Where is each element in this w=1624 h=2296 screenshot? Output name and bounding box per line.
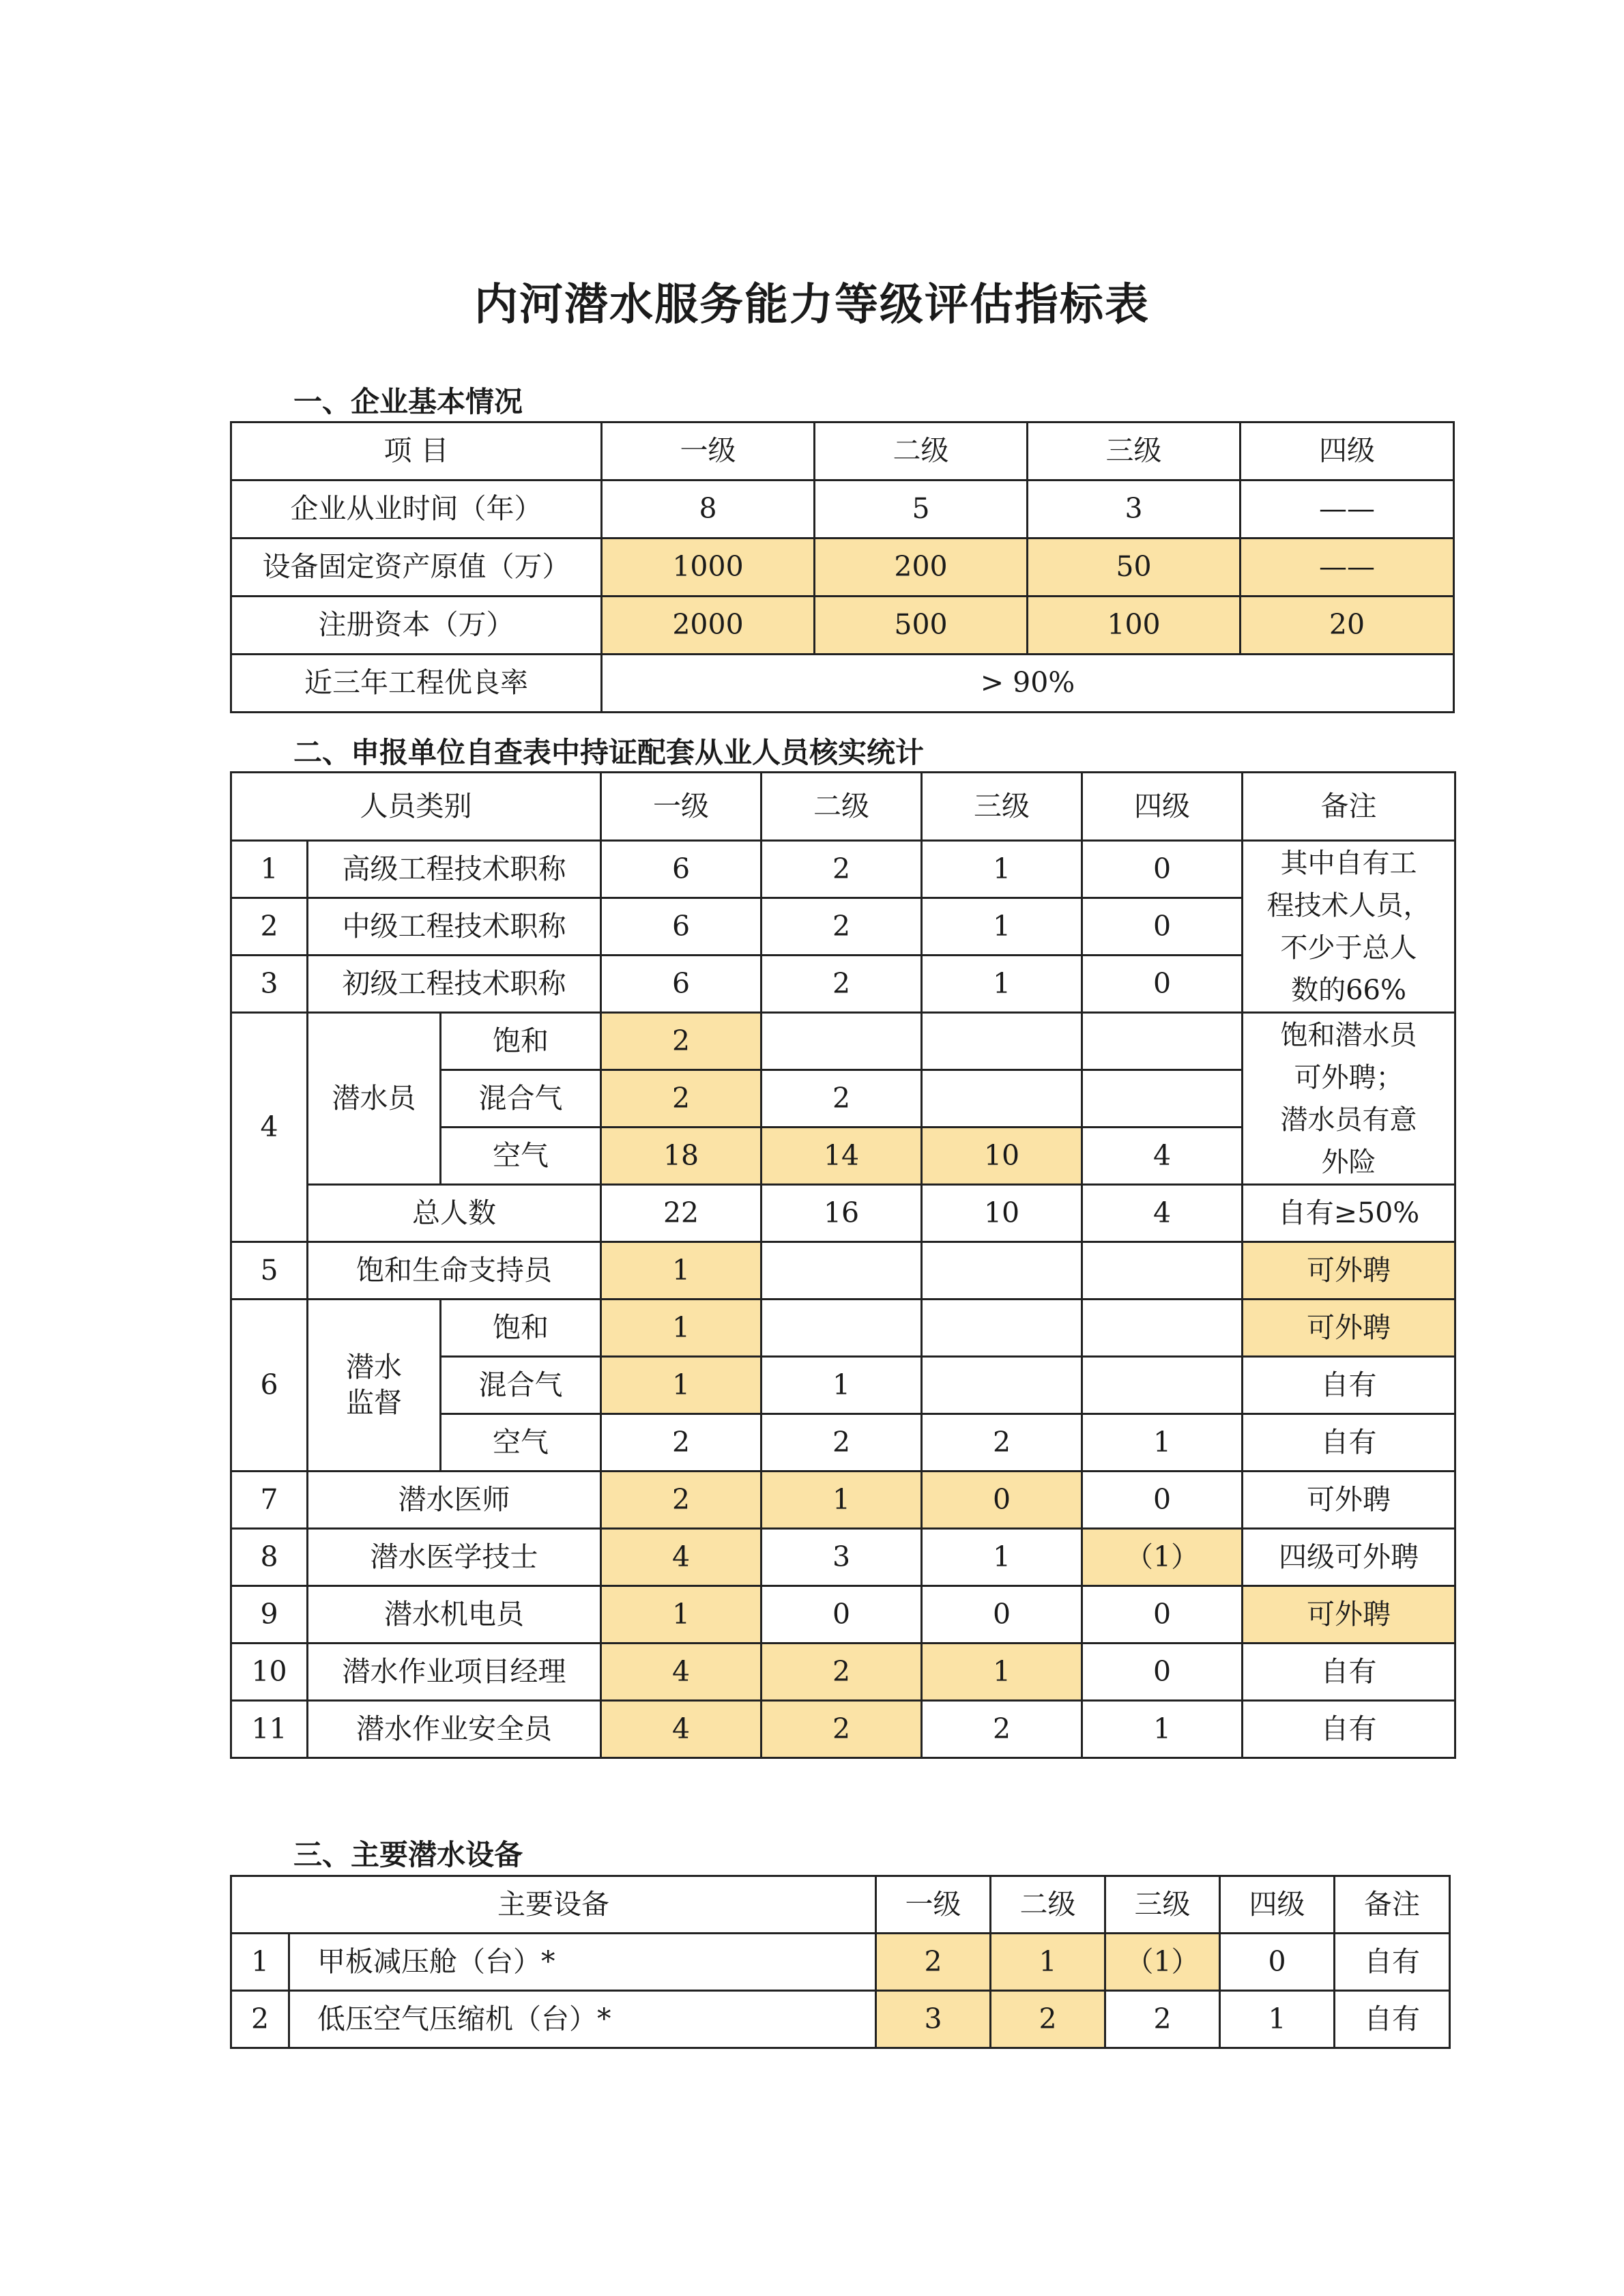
cell: 1	[991, 1934, 1105, 1991]
cell: 14	[762, 1128, 922, 1185]
table-row	[231, 1185, 1455, 1242]
cell: 1	[601, 1357, 762, 1414]
remark-cell: 自有	[1335, 1991, 1450, 2048]
cell: 1	[922, 956, 1082, 1013]
row-label: 总人数	[308, 1185, 601, 1242]
cell: ——	[1241, 480, 1454, 539]
row-number: 4	[231, 1013, 308, 1242]
cell: 4	[601, 1701, 762, 1758]
remark-cell: 自有≥50%	[1243, 1185, 1455, 1242]
cell: 0	[1220, 1934, 1335, 1991]
cell: 1000	[602, 539, 815, 597]
row-label: 低压空气压缩机（台）*	[289, 1991, 876, 2048]
cell: 1	[762, 1472, 922, 1529]
header-cell: 三级	[1105, 1876, 1220, 1934]
remark-cell: 自有	[1243, 1701, 1455, 1758]
cell: 2	[1105, 1991, 1220, 2048]
cell	[922, 1242, 1082, 1300]
row-number: 1	[231, 841, 308, 898]
cell: 2	[762, 1644, 922, 1701]
cell: 5	[815, 480, 1028, 539]
remark-cell: 可外聘	[1243, 1242, 1455, 1300]
row-label: 近三年工程优良率	[231, 655, 602, 713]
cell	[762, 1242, 922, 1300]
cell: 0	[922, 1472, 1082, 1529]
table-row	[231, 1701, 1455, 1758]
table-row	[231, 1300, 1455, 1357]
remark-line: 数的66%	[1291, 974, 1406, 1006]
remark-line: 潜水员有意	[1280, 1104, 1417, 1136]
section3-heading: 三、主要潜水设备	[293, 1838, 523, 1871]
cell: 18	[601, 1128, 762, 1185]
page-title: 内河潜水服务能力等级评估指标表	[474, 279, 1150, 330]
cell: 1	[601, 1586, 762, 1644]
cell	[922, 1070, 1082, 1128]
cell: 2	[762, 956, 922, 1013]
header-cell: 二级	[762, 773, 922, 841]
row-number: 1	[231, 1934, 289, 1991]
cell	[1082, 1300, 1243, 1357]
sub-label: 空气	[441, 1414, 601, 1472]
table-header-row	[231, 773, 1455, 841]
cell: 2	[601, 1472, 762, 1529]
table-row	[231, 1529, 1455, 1586]
remark-line: 饱和潜水员	[1280, 1019, 1417, 1051]
row-label: 初级工程技术职称	[308, 956, 601, 1013]
cell: 0	[1082, 956, 1243, 1013]
row-number: 11	[231, 1701, 308, 1758]
cell	[762, 1300, 922, 1357]
cell: 22	[601, 1185, 762, 1242]
remark-line: 可外聘；	[1294, 1061, 1404, 1093]
header-cell: 三级	[1028, 422, 1241, 480]
cell: 2	[762, 1414, 922, 1472]
header-cell: 一级	[876, 1876, 991, 1934]
remark-cell: 自有	[1335, 1934, 1450, 1991]
row-label: 高级工程技术职称	[308, 841, 601, 898]
table-header-row	[231, 422, 1454, 480]
cell: 8	[602, 480, 815, 539]
equipment-table	[230, 1875, 1451, 2049]
cell: 4	[601, 1644, 762, 1701]
cell: （1）	[1105, 1934, 1220, 1991]
cell: 10	[922, 1128, 1082, 1185]
cell: 6	[601, 898, 762, 956]
header-cell: 备注	[1243, 773, 1455, 841]
sub-label: 混合气	[441, 1357, 601, 1414]
cell: 1	[1220, 1991, 1335, 2048]
remark-cell: 可外聘	[1243, 1472, 1455, 1529]
header-cell: 二级	[991, 1876, 1105, 1934]
cell: 2	[601, 1070, 762, 1128]
cell: 20	[1241, 597, 1454, 655]
row-label-line: 潜水	[346, 1351, 402, 1384]
cell: 1	[1082, 1414, 1243, 1472]
row-label: 注册资本（万）	[231, 597, 602, 655]
cell	[922, 1013, 1082, 1070]
row-label: 中级工程技术职称	[308, 898, 601, 956]
cell	[762, 1013, 922, 1070]
cell: 3	[1028, 480, 1241, 539]
cell: 1	[922, 1644, 1082, 1701]
cell: 1	[762, 1357, 922, 1414]
cell	[1082, 1357, 1243, 1414]
row-label: 饱和生命支持员	[308, 1242, 601, 1300]
remark-line: 外险	[1321, 1146, 1376, 1178]
table-row	[231, 841, 1455, 898]
cell: 100	[1028, 597, 1241, 655]
cell: 1	[1082, 1701, 1243, 1758]
row-label: 设备固定资产原值（万）	[231, 539, 602, 597]
cell: > 90%	[602, 655, 1454, 713]
header-cell: 项 目	[231, 422, 602, 480]
cell: 4	[1082, 1185, 1243, 1242]
row-number: 2	[231, 898, 308, 956]
enterprise-basic-table	[230, 421, 1455, 713]
remark-line: 其中自有工	[1280, 847, 1417, 879]
sub-label: 饱和	[441, 1013, 601, 1070]
cell: ——	[1241, 539, 1454, 597]
cell: 50	[1028, 539, 1241, 597]
remark-cell: 可外聘	[1243, 1586, 1455, 1644]
cell: 0	[1082, 1586, 1243, 1644]
remark-cell: 可外聘	[1243, 1300, 1455, 1357]
remark-cell: 自有	[1243, 1357, 1455, 1414]
cell: 1	[922, 841, 1082, 898]
cell: 2	[762, 1701, 922, 1758]
row-number: 2	[231, 1991, 289, 2048]
table-header-row	[231, 1876, 1450, 1934]
table-row	[231, 1242, 1455, 1300]
row-number: 9	[231, 1586, 308, 1644]
cell: 2	[762, 841, 922, 898]
personnel-table	[230, 771, 1456, 1759]
cell: 4	[1082, 1128, 1243, 1185]
cell: 0	[1082, 1644, 1243, 1701]
cell: 2	[922, 1701, 1082, 1758]
row-number: 5	[231, 1242, 308, 1300]
row-number: 7	[231, 1472, 308, 1529]
sub-label: 饱和	[441, 1300, 601, 1357]
cell: 10	[922, 1185, 1082, 1242]
remark-cell	[1243, 841, 1455, 1013]
header-cell: 四级	[1241, 422, 1454, 480]
section1-heading: 一、企业基本情况	[293, 385, 523, 418]
cell: 2	[762, 898, 922, 956]
row-label: 潜水作业安全员	[308, 1701, 601, 1758]
cell: 3	[762, 1529, 922, 1586]
row-label: 企业从业时间（年）	[231, 480, 602, 539]
header-cell: 一级	[602, 422, 815, 480]
cell: 2	[601, 1414, 762, 1472]
remark-line: 不少于总人	[1280, 932, 1417, 964]
row-label	[308, 1300, 441, 1472]
cell: 1	[922, 898, 1082, 956]
cell: 1	[601, 1300, 762, 1357]
header-cell: 四级	[1220, 1876, 1335, 1934]
cell: 6	[601, 841, 762, 898]
table-row	[231, 1644, 1455, 1701]
row-label: 潜水作业项目经理	[308, 1644, 601, 1701]
cell: （1）	[1082, 1529, 1243, 1586]
cell: 6	[601, 956, 762, 1013]
table-row	[231, 655, 1454, 713]
sub-label: 空气	[441, 1128, 601, 1185]
table-row	[231, 480, 1454, 539]
cell: 0	[922, 1586, 1082, 1644]
cell: 500	[815, 597, 1028, 655]
cell: 1	[601, 1242, 762, 1300]
cell: 0	[1082, 1472, 1243, 1529]
cell: 1	[922, 1529, 1082, 1586]
header-cell: 三级	[922, 773, 1082, 841]
cell: 4	[601, 1529, 762, 1586]
row-number: 10	[231, 1644, 308, 1701]
cell: 3	[876, 1991, 991, 2048]
header-cell: 人员类别	[231, 773, 601, 841]
cell	[1082, 1070, 1243, 1128]
header-cell: 一级	[601, 773, 762, 841]
cell: 2	[922, 1414, 1082, 1472]
header-cell: 备注	[1335, 1876, 1450, 1934]
cell: 16	[762, 1185, 922, 1242]
header-cell: 二级	[815, 422, 1028, 480]
cell	[1082, 1013, 1243, 1070]
row-label: 潜水医学技士	[308, 1529, 601, 1586]
table-row	[231, 1472, 1455, 1529]
cell: 0	[762, 1586, 922, 1644]
cell	[922, 1300, 1082, 1357]
remark-cell	[1243, 1013, 1455, 1185]
remark-cell: 自有	[1243, 1414, 1455, 1472]
table-row	[231, 539, 1454, 597]
header-cell: 四级	[1082, 773, 1243, 841]
cell: 2	[876, 1934, 991, 1991]
cell: 0	[1082, 841, 1243, 898]
section2-heading: 二、申报单位自查表中持证配套从业人员核实统计	[293, 736, 925, 769]
header-cell: 主要设备	[231, 1876, 876, 1934]
cell: 2	[991, 1991, 1105, 2048]
cell: 2	[601, 1013, 762, 1070]
row-number: 6	[231, 1300, 308, 1472]
cell: 0	[1082, 898, 1243, 956]
row-label: 甲板减压舱（台）*	[289, 1934, 876, 1991]
remark-line: 程技术人员，	[1266, 889, 1431, 921]
remark-cell: 自有	[1243, 1644, 1455, 1701]
cell	[922, 1357, 1082, 1414]
remark-cell: 四级可外聘	[1243, 1529, 1455, 1586]
table-row	[231, 1013, 1455, 1070]
row-number: 8	[231, 1529, 308, 1586]
row-label: 潜水医师	[308, 1472, 601, 1529]
table-row	[231, 1934, 1450, 1991]
row-label: 潜水机电员	[308, 1586, 601, 1644]
row-label-line: 监督	[346, 1386, 402, 1419]
cell: 2000	[602, 597, 815, 655]
cell	[1082, 1242, 1243, 1300]
table-row	[231, 597, 1454, 655]
sub-label: 混合气	[441, 1070, 601, 1128]
row-number: 3	[231, 956, 308, 1013]
cell: 2	[762, 1070, 922, 1128]
table-row	[231, 1586, 1455, 1644]
row-label: 潜水员	[308, 1013, 441, 1185]
cell: 200	[815, 539, 1028, 597]
table-row	[231, 1991, 1450, 2048]
